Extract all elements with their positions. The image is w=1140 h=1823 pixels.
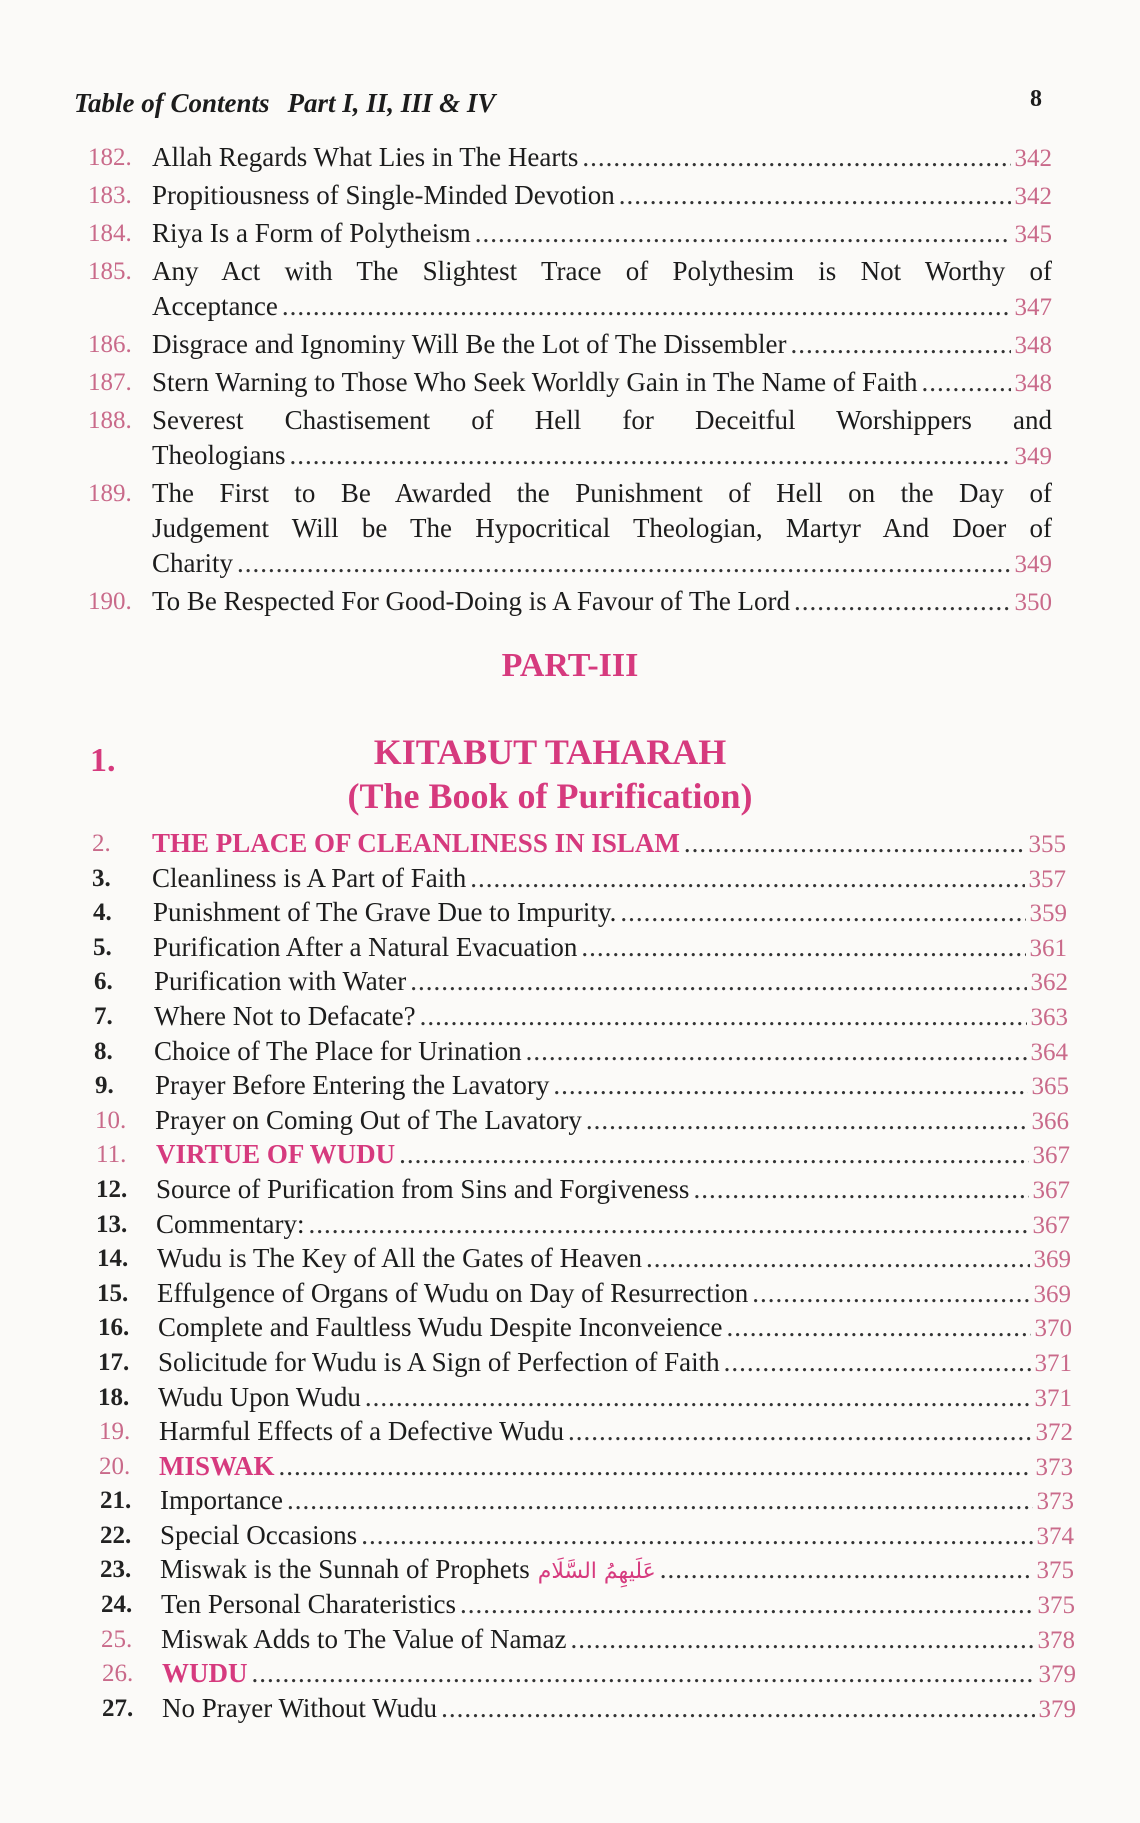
toc-entry: [0, 476, 1140, 582]
entry-page: 342: [1014, 183, 1052, 210]
entry-number: 185.: [88, 258, 132, 285]
entry-page: 355: [1028, 831, 1066, 858]
leader-dots: [619, 178, 1011, 213]
leader-dots: [553, 1068, 1027, 1103]
leader-dots: [791, 327, 1011, 362]
running-head-title: Table of Contents: [74, 88, 270, 118]
toc-entry: [0, 327, 1140, 363]
entry-number: 4.: [93, 899, 112, 927]
toc-entry: [0, 1103, 1140, 1138]
entry-number: 2.: [92, 830, 111, 857]
leader-dots: [620, 895, 1025, 930]
part-title: PART-III: [501, 647, 639, 684]
entry-number: 21.: [100, 1487, 132, 1515]
entry-page: 361: [1029, 934, 1067, 962]
leader-dots: [727, 1310, 1031, 1345]
toc-entry: [0, 1241, 1140, 1276]
leader-dots: [287, 1483, 1033, 1518]
entry-text-line: Severest Chastisement of Hell for Deceitful Worshippers and: [152, 405, 1052, 435]
entry-page: 367: [1032, 1176, 1070, 1204]
entry-page: 369: [1033, 1246, 1071, 1274]
entry-page: 379: [1038, 1661, 1076, 1689]
leader-dots: [646, 1241, 1029, 1276]
leader-dots: [582, 140, 1010, 175]
entry-text: VIRTUE OF WUDU: [156, 1139, 396, 1170]
toc-entry: [0, 1380, 1140, 1415]
entry-page: 362: [1030, 969, 1068, 997]
leader-dots: [460, 1587, 1033, 1622]
entry-page: 359: [1029, 900, 1067, 928]
toc-entry: [0, 1310, 1140, 1345]
entry-text: Charity: [152, 548, 233, 578]
entry-number: 184.: [88, 220, 132, 247]
toc-entry: [0, 1656, 1140, 1691]
leader-dots: [752, 1276, 1029, 1311]
toc-entry: [0, 216, 1140, 252]
entry-page: 367: [1032, 1211, 1070, 1239]
entry-text: Allah Regards What Lies in The Hearts: [152, 142, 579, 172]
entry-text: MISWAK: [159, 1450, 275, 1481]
entry-page: 372: [1035, 1419, 1073, 1447]
leader-dots: [526, 1034, 1027, 1069]
toc-entry: [0, 1691, 1140, 1726]
running-head-parts: Part I, II, III & IV: [287, 88, 496, 118]
entry-number: 3.: [92, 864, 111, 892]
entry-text: THE PLACE OF CLEANLINESS IN ISLAM: [152, 828, 680, 858]
entry-text-line: The First to Be Awarded the Punishment of Hell on the Day of: [152, 478, 1052, 508]
leader-dots: [794, 584, 1010, 619]
entry-number: 27.: [102, 1694, 134, 1722]
toc-entry: [0, 1483, 1140, 1518]
entry-page: 348: [1014, 332, 1052, 359]
entry-text: Special Occasions: [160, 1519, 358, 1550]
entry-number: 17.: [98, 1348, 130, 1376]
entry-number: 10.: [95, 1106, 127, 1134]
leader-dots: [279, 1449, 1032, 1484]
entry-number: 6.: [94, 968, 113, 996]
leader-dots: [581, 930, 1025, 965]
toc-entry: [0, 826, 1140, 861]
entry-number: 12.: [96, 1175, 128, 1203]
toc-entry: [0, 1414, 1140, 1449]
leader-dots: [922, 365, 1011, 400]
leader-dots: [237, 546, 1011, 581]
chapter-title-block: [150, 730, 950, 818]
toc-entry: [0, 1449, 1140, 1484]
entry-page: 375: [1036, 1557, 1074, 1585]
toc-entry: [0, 140, 1140, 176]
entry-page: 375: [1037, 1592, 1075, 1620]
entry-number: 16.: [98, 1314, 130, 1342]
toc-entry: [0, 895, 1140, 930]
entry-number: 11.: [96, 1141, 127, 1169]
entry-text: Where Not to Defacate?: [154, 1000, 416, 1031]
toc-entry: [0, 1034, 1140, 1069]
entry-text: Cleanliness is A Part of Faith: [152, 862, 467, 893]
entry-text: Purification with Water: [154, 966, 407, 997]
entry-text: Importance: [160, 1485, 283, 1516]
toc-entry: [0, 403, 1140, 474]
entry-number: 26.: [102, 1660, 134, 1688]
entry-number: 14.: [97, 1245, 129, 1273]
leader-dots: [289, 438, 1010, 473]
entry-page: 371: [1034, 1349, 1072, 1377]
entry-text: Disgrace and Ignominy Will Be the Lot of The Dissembler: [152, 329, 787, 359]
leader-dots: [684, 826, 1025, 861]
entry-text: Purification After a Natural Evacuation: [153, 931, 578, 962]
leader-dots: [399, 1137, 1028, 1172]
entry-text: Prayer on Coming Out of The Lavatory: [155, 1104, 582, 1135]
chapter-subtitle: (The Book of Purification): [347, 776, 753, 816]
leader-dots: [470, 861, 1024, 896]
entry-text: Source of Purification from Sins and Forgiveness: [156, 1173, 690, 1204]
entry-number: 18.: [98, 1383, 130, 1411]
leader-dots: [252, 1656, 1035, 1691]
running-head: [74, 88, 495, 119]
entry-text: Commentary:: [156, 1208, 305, 1239]
entry-number: 183.: [88, 182, 132, 209]
leader-dots: [586, 1103, 1028, 1138]
entry-text: Choice of The Place for Urination: [154, 1035, 522, 1066]
entry-number: 25.: [101, 1625, 133, 1653]
leader-dots: [361, 1518, 1032, 1553]
entry-number: 23.: [100, 1556, 132, 1584]
entry-page: 370: [1034, 1315, 1072, 1343]
toc-entry: [0, 861, 1140, 896]
entry-text: Wudu is The Key of All the Gates of Heaven: [157, 1243, 643, 1274]
entry-text: Harmful Effects of a Defective Wudu: [159, 1416, 564, 1447]
toc-entry: [0, 1552, 1140, 1587]
entry-text: Solicitude for Wudu is A Sign of Perfection of Faith: [158, 1346, 720, 1377]
entry-page: 347: [1014, 294, 1052, 321]
entry-page: 367: [1032, 1142, 1070, 1170]
toc-entry: [0, 584, 1140, 620]
entry-text: Prayer Before Entering the Lavatory: [155, 1070, 550, 1101]
leader-dots: [308, 1207, 1028, 1242]
entry-page: 374: [1036, 1522, 1074, 1550]
entry-page: 349: [1014, 443, 1052, 470]
entry-number: 15.: [97, 1279, 129, 1307]
arabic-honorific: عَلَيهِمُ السَّلَام: [537, 1559, 656, 1585]
entry-page: 348: [1014, 370, 1052, 397]
entry-number: 8.: [94, 1037, 113, 1065]
entry-number: 19.: [99, 1418, 131, 1446]
toc-entry: [0, 1137, 1140, 1172]
entry-text: Miswak Adds to The Value of Namaz: [161, 1623, 567, 1654]
toc-entry: [0, 178, 1140, 214]
entry-page: 350: [1014, 589, 1052, 616]
entry-text: Wudu Upon Wudu: [158, 1381, 361, 1412]
leader-dots: [410, 964, 1026, 999]
toc-entry: [0, 1518, 1140, 1553]
leader-dots: [660, 1552, 1033, 1587]
entry-number: 189.: [88, 480, 132, 507]
toc-entry: [0, 254, 1140, 325]
entry-page: 373: [1036, 1488, 1074, 1516]
toc-entry: [0, 1207, 1140, 1242]
entry-page: 371: [1034, 1384, 1072, 1412]
leader-dots: [475, 216, 1011, 251]
entry-page: 379: [1038, 1695, 1076, 1723]
entry-page: 373: [1035, 1453, 1073, 1481]
toc-entry: [0, 964, 1140, 999]
page-number: 8: [1030, 86, 1042, 112]
toc-entry: [0, 1622, 1140, 1657]
entry-number: 13.: [96, 1210, 128, 1238]
toc-entry: [0, 1276, 1140, 1311]
toc-entry: [0, 1345, 1140, 1380]
leader-dots: [420, 999, 1027, 1034]
entry-text: Effulgence of Organs of Wudu on Day of Resurrection: [157, 1277, 749, 1308]
toc-entry: [0, 1172, 1140, 1207]
entry-number: 182.: [88, 144, 132, 171]
entry-text: To Be Respected For Good-Doing is A Favour of The Lord: [152, 586, 791, 616]
toc-entry: [0, 999, 1140, 1034]
entry-text: Theologians: [152, 440, 286, 470]
entry-number: 190.: [88, 588, 132, 615]
entry-number: 20.: [99, 1452, 131, 1480]
toc-entry: [0, 1587, 1140, 1622]
entry-text: Stern Warning to Those Who Seek Worldly Gain in The Name of Faith: [152, 367, 918, 397]
entry-page: 366: [1031, 1107, 1069, 1135]
leader-dots: [693, 1172, 1028, 1207]
leader-dots: [724, 1345, 1031, 1380]
entry-text-line: Judgement Will be The Hypocritical Theologian, Martyr And Doer of: [152, 513, 1052, 543]
entry-text: Complete and Faultless Wudu Despite Inconveience: [158, 1312, 723, 1343]
entry-page: 363: [1030, 1003, 1068, 1031]
entry-page: 369: [1033, 1280, 1071, 1308]
entry-page: 365: [1031, 1073, 1069, 1101]
entry-page: 357: [1028, 865, 1066, 893]
toc-entry: [0, 1068, 1140, 1103]
entry-text: No Prayer Without Wudu: [162, 1692, 438, 1723]
entry-number: 188.: [88, 407, 132, 434]
chapter-title: KITABUT TAHARAH: [373, 732, 727, 772]
entry-text: Punishment of The Grave Due to Impurity.: [153, 897, 617, 928]
entry-text: WUDU: [162, 1658, 248, 1689]
entry-text: Miswak is the Sunnah of Prophets: [160, 1554, 530, 1585]
leader-dots: [282, 289, 1011, 324]
chapter-list: [0, 826, 1140, 1725]
part-one-list: [0, 140, 1140, 622]
leader-dots: [365, 1380, 1031, 1415]
leader-dots: [568, 1414, 1032, 1449]
entry-page: 364: [1030, 1038, 1068, 1066]
entry-number: 186.: [88, 331, 132, 358]
entry-text: Acceptance: [152, 291, 278, 321]
entry-page: 342: [1014, 145, 1052, 172]
chapter-number: 1.: [90, 742, 116, 779]
entry-page: 378: [1037, 1626, 1075, 1654]
leader-dots: [570, 1622, 1033, 1657]
entry-text: Riya Is a Form of Polytheism: [152, 218, 471, 248]
leader-dots: [441, 1691, 1034, 1726]
toc-entry: [0, 365, 1140, 401]
entry-text: Ten Personal Charateristics: [161, 1589, 457, 1620]
entry-page: 345: [1014, 221, 1052, 248]
entry-number: 187.: [88, 369, 132, 396]
entry-text-line: Any Act with The Slightest Trace of Polythesim is Not Worthy of: [152, 256, 1052, 286]
entry-number: 24.: [101, 1591, 133, 1619]
entry-page: 349: [1014, 551, 1052, 578]
entry-number: 7.: [94, 1002, 113, 1030]
entry-number: 9.: [95, 1072, 114, 1100]
toc-entry: [0, 930, 1140, 965]
entry-text: Propitiousness of Single-Minded Devotion: [152, 180, 615, 210]
entry-number: 22.: [100, 1521, 132, 1549]
entry-number: 5.: [93, 933, 112, 961]
